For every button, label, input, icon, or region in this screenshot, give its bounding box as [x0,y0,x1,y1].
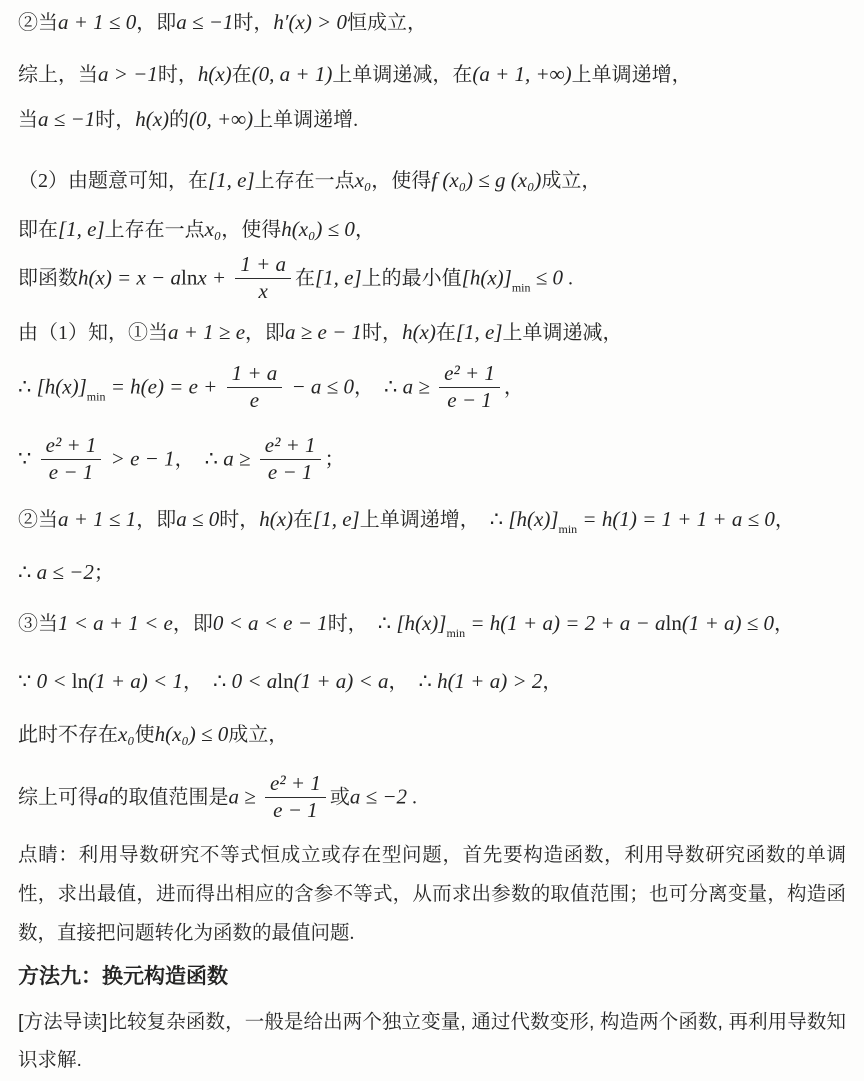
math-run: [1, e] [208,168,255,192]
math-run: (1 + a) ≤ 0 [681,611,775,636]
math-run: [1, e] [58,217,105,241]
text-run: 在 [435,322,456,345]
math-run: a > −1 [98,62,158,86]
text-run: 此时不存在 [18,724,118,747]
math-run: a [98,784,109,809]
math-run: [1, e] [313,507,360,532]
text-run: 综上，当 [18,64,98,86]
math-run: a ≤ −2 [349,784,408,809]
fraction-numerator: e² + 1 [41,434,102,460]
roman-math-run: ln [71,669,89,694]
roman-math-run: ∴ [18,374,37,399]
text-run: ； [93,562,114,585]
text-run: 点睛：利用导数研究不等式恒成立或存在型问题，首先要构造函数，利用导数研究函数的单调性，求出最值，进而得出相应的含参不等式，从而求出参数的取值范围；也可分离变量，构造函数，直接把问题转化为函数的最值问题. [18,845,846,945]
math-run: [h(x)] [461,265,512,290]
text-run: 时， [95,109,136,131]
fraction-denominator: x [258,278,268,303]
fraction-numerator: 1 + a [227,362,283,388]
fraction [235,253,291,303]
math-run: h(x₀) ≤ 0 [154,722,229,747]
math-run: a + 1 ≤ 0 [58,10,137,34]
text-run: 上存在一点 [254,170,355,192]
math-run: f (x₀) ≤ g (x₀) [431,168,542,192]
text-run: 成立， [541,170,602,192]
text-run: ， [353,376,384,399]
text-run: . [407,786,418,809]
text-run: ，即 [136,12,177,34]
math-run: a ≥ [228,784,262,809]
roman-math-run: ∴ [212,669,232,694]
text-run: 上单调递减，在 [332,64,473,86]
text-run: 恒成立， [346,12,427,34]
text-run: 上的最小值 [361,267,462,290]
fraction [439,362,500,412]
fraction-denominator: e − 1 [267,459,313,484]
text-run: （2）由题意可知，在 [18,170,208,192]
text-run: . [563,267,574,290]
fraction-numerator: e² + 1 [260,434,321,460]
text-run: ， [503,376,524,399]
text-run: 在 [295,267,315,290]
method-intro-paragraph [18,1003,846,1079]
solution-line-final-range [18,771,846,824]
math-run: h′(x) > 0 [273,10,347,34]
text-run: 时， [327,613,378,636]
math-run: [h(x)] [396,611,447,636]
roman-math-run: ln [277,669,294,694]
math-run: h(x) [402,320,436,345]
math-run: x + [197,265,232,290]
text-run: 上单调递增， [571,64,692,86]
math-run: h(x) = x − a [78,265,181,290]
math-run: a + 1 ≥ e [168,320,246,345]
math-run: a ≤ −2 [36,560,94,585]
remark-paragraph [18,836,846,953]
roman-math-run: ∴ [418,669,438,694]
solution-line-case1-of-part2 [18,319,846,346]
math-run: 1 < a + 1 < e [58,611,173,636]
text-run: ②当 [18,12,58,34]
text-run: 使 [134,724,155,747]
roman-math-run: ∴ [383,374,403,399]
math-run: [1, e] [455,320,503,345]
text-run: 的取值范围是 [108,786,229,809]
math-run: 0 < a [231,669,278,694]
math-run: [1, e] [315,265,362,290]
text-run: 由（1）知，①当 [18,322,168,345]
roman-math-run: ∴ [489,507,509,532]
text-run: 方法九：换元构造函数 [18,965,228,989]
math-run: h(x) [135,107,170,131]
math-run: a + 1 ≤ 1 [58,507,137,532]
math-run: = h(1 + a) = 2 + a − a [465,611,666,636]
text-run: 上存在一点 [104,219,205,241]
math-run: (0, a + 1) [251,62,333,86]
math-run: a ≥ [223,446,256,471]
math-run: (1 + a) < 1 [88,669,183,694]
solution-line-summary1 [18,61,846,88]
text-run: 时， [219,509,260,532]
math-run: h(x₀) ≤ 0 [281,217,355,241]
solution-line-log-bounds [18,668,846,695]
math-run: 0 < [36,669,72,694]
min-subscript: min [511,280,531,295]
math-run: a ≥ e − 1 [285,320,363,345]
text-run: ， [174,448,205,471]
roman-math-run: ∴ [377,611,397,636]
solution-line-case3-of-part2 [18,610,846,646]
solution-line-a-le-minus2 [18,559,846,586]
fraction [227,362,283,412]
math-run: h(x) [197,62,232,86]
fraction [41,434,102,484]
text-run: ， [542,671,563,694]
solution-line-part2-intro [18,167,846,194]
math-run: x₀ [204,217,222,241]
fraction-denominator: e − 1 [447,387,492,412]
text-run: ②当 [18,509,58,532]
solution-line-case2-of-part2 [18,506,846,542]
math-run: h(1 + a) > 2 [437,669,543,694]
roman-math-run: ln [180,265,198,290]
solution-line-case2 [18,9,846,36]
text-run: 时， [233,12,274,34]
roman-math-run: ∵ [18,669,37,694]
math-run: a ≤ −1 [38,107,96,131]
solution-line-inequality-check [18,433,846,486]
math-run: − a ≤ 0 [286,374,354,399]
math-run: > e − 1 [105,446,175,471]
text-run: 综上可得 [18,786,98,809]
math-run: (1 + a) < a [293,669,389,694]
text-run: [方法导读]比较复杂函数，一般是给出两个独立变量, 通过代数变形, 构造两个函数, 再利用导数知识求解. [18,1011,846,1072]
fraction-numerator: e² + 1 [265,772,326,798]
roman-math-run: ∴ [18,560,37,585]
method-heading [18,963,846,991]
math-run: (a + 1, +∞) [472,62,572,86]
solution-line-no-x0 [18,721,846,748]
text-run: ， [182,671,213,694]
math-run: a ≥ [402,374,436,399]
math-run: a ≤ 0 [176,507,220,532]
math-run: (0, +∞) [189,107,254,131]
fraction-denominator: e [249,387,260,412]
min-subscript: min [86,389,106,404]
math-run: a ≤ −1 [176,10,234,34]
text-run: ，使得 [221,219,282,241]
solution-line-restate [18,216,846,243]
text-run: 成立， [228,724,289,747]
text-run: ，即 [172,613,213,636]
math-run: ≤ 0 [530,265,564,290]
text-run: ， [774,613,795,636]
text-run: 上单调递增. [253,109,359,131]
text-run: 时， [362,322,403,345]
text-run: 即函数 [18,267,78,290]
text-run: ③当 [18,613,58,636]
text-run: 的 [169,109,190,131]
fraction-numerator: 1 + a [235,253,291,279]
fraction-denominator: e − 1 [273,797,318,822]
math-run: x₀ [118,722,135,747]
text-run: 上单调递减， [502,322,623,345]
min-subscript: min [558,522,578,537]
text-run: 即在 [18,219,58,241]
math-run: = h(1) = 1 + 1 + a ≤ 0 [577,507,775,532]
math-run: 0 < a < e − 1 [212,611,328,636]
roman-math-run: ∴ [204,446,224,471]
solution-line-summary2 [18,106,846,133]
roman-math-run: ∵ [18,446,37,471]
text-run: 上单调递增， [359,509,490,532]
text-run: ，即 [136,509,177,532]
text-run: ， [388,671,419,694]
solution-line-min-at-e [18,361,846,414]
text-run: 当 [18,109,38,131]
text-run: ，使得 [371,170,432,192]
text-run: ； [324,448,345,471]
math-run: x₀ [354,168,372,192]
fraction [265,772,326,822]
text-run: ， [354,219,375,241]
text-run: 在 [231,64,252,86]
text-run: 时， [157,64,198,86]
fraction-numerator: e² + 1 [439,362,500,388]
text-run: 或 [329,786,350,809]
math-run: = h(e) = e + [105,374,223,399]
math-run: [h(x)] [508,507,559,532]
text-run: 在 [293,509,314,532]
min-subscript: min [446,626,466,641]
text-run: ，即 [245,322,286,345]
text-run: ， [774,509,795,532]
fraction-denominator: e − 1 [48,459,94,484]
math-run: h(x) [259,507,294,532]
solution-line-function-min [18,252,846,305]
roman-math-run: ln [665,611,682,636]
fraction [260,434,321,484]
math-run: [h(x)] [36,374,87,399]
